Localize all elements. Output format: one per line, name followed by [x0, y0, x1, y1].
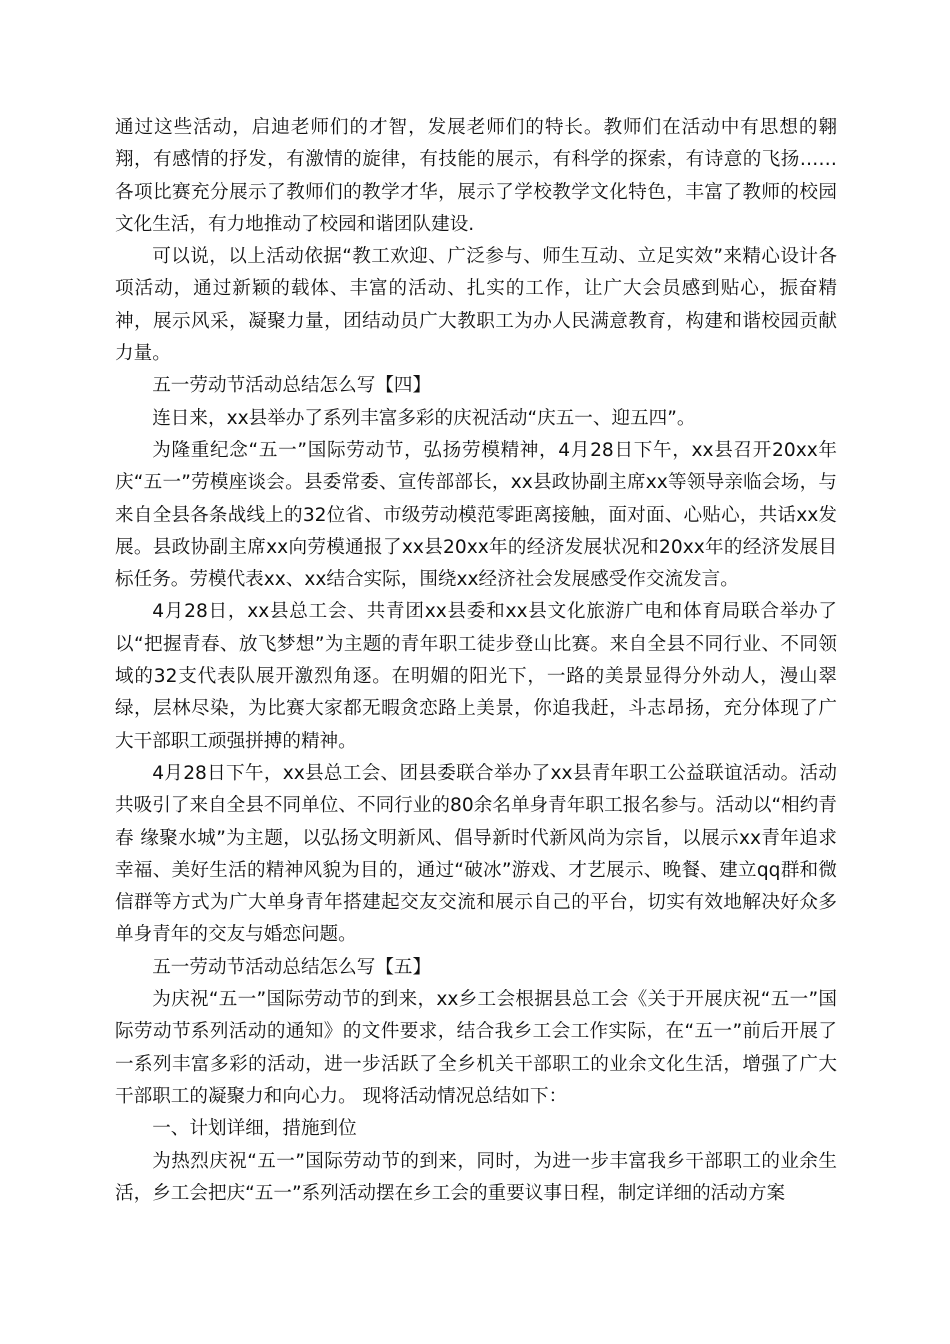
- paragraph: 4月28日下午，xx县总工会、团县委联合举办了xx县青年职工公益联谊活动。活动共吸引了来自全县不同单位、不同行业的80余名单身青年职工报名参与。活动以“相约青春 缘聚水城”为主题，以弘扬文明新风、倡导新时代新风尚为宗旨，以展示xx青年追求幸福、美好生活的精神风貌为目的，通过“破冰”游戏、才艺展示、晚餐、建立qq群和微信群等方式为广大单身青年搭建起交友交流和展示自己的平台，切实有效地解决好众多单身青年的交友与婚恋问题。: [115, 762, 837, 946]
- paragraph: 连日来，xx县举办了系列丰富多彩的庆祝活动“庆五一、迎五四”。: [152, 407, 696, 429]
- section-heading-five: 五一劳动节活动总结怎么写【五】: [152, 956, 432, 978]
- paragraph: 为庆祝“五一”国际劳动节的到来，xx乡工会根据县总工会《关于开展庆祝“五一”国际劳动节系列活动的通知》的文件要求，结合我乡工会工作实际，在“五一”前后开展了一系列丰富多彩的活动，进一步活跃了全乡机关干部职工的业余文化生活，增强了广大干部职工的凝聚力和向心力。 现将活动情况总结如下：: [115, 989, 837, 1107]
- paragraph: 可以说，以上活动依据“教工欢迎、广泛参与、师生互动、立足实效”来精心设计各项活动，通过新颖的载体、丰富的活动、扎实的工作，让广大会员感到贴心，振奋精神，展示风采，凝聚力量，团结动员广大教职工为办人民满意教育，构建和谐校园贡献力量。: [115, 246, 837, 365]
- subsection-heading: 一、计划详细，措施到位: [152, 1118, 357, 1140]
- paragraph-continuation: 通过这些活动，启迪老师们的才智，发展老师们的特长。教师们在活动中有思想的翱翔，有感情的抒发，有激情的旋律，有技能的展示，有科学的探索，有诗意的飞扬……各项比赛充分展示了教师们的教学才华，展示了学校教学文化特色，丰富了教师的校园文化生活，有力地推动了校园和谐团队建设.: [115, 117, 837, 235]
- paragraph: 4月28日，xx县总工会、共青团xx县委和xx县文化旅游广电和体育局联合举办了以“把握青春、放飞梦想”为主题的青年职工徒步登山比赛。来自全县不同行业、不同领域的32支代表队展开激烈角逐。在明媚的阳光下，一路的美景显得分外动人，漫山翠绿，层林尽染，为比赛大家都无暇贪恋路上美景，你追我赶，斗志昂扬，充分体现了广大干部职工顽强拼搏的精神。: [115, 601, 837, 752]
- paragraph: 为热烈庆祝“五一”国际劳动节的到来，同时，为进一步丰富我乡干部职工的业余生活，乡工会把庆“五一”系列活动摆在乡工会的重要议事日程，制定详细的活动方案: [115, 1150, 837, 1204]
- paragraph: 为隆重纪念“五一”国际劳动节，弘扬劳模精神，4月28日下午，xx县召开20xx年庆“五一”劳模座谈会。县委常委、宣传部部长，xx县政协副主席xx等领导亲临会场，与来自全县各条战线上的32位省、市级劳动模范零距离接触，面对面、心贴心，共话xx发展。县政协副主席xx向劳模通报了xx县20xx年的经济发展状况和20xx年的经济发展目标任务。劳模代表xx、xx结合实际，围绕xx经济社会发展感受作交流发言。: [115, 439, 837, 591]
- document-page: [115, 112, 837, 1210]
- section-heading-four: 五一劳动节活动总结怎么写【四】: [152, 375, 432, 397]
